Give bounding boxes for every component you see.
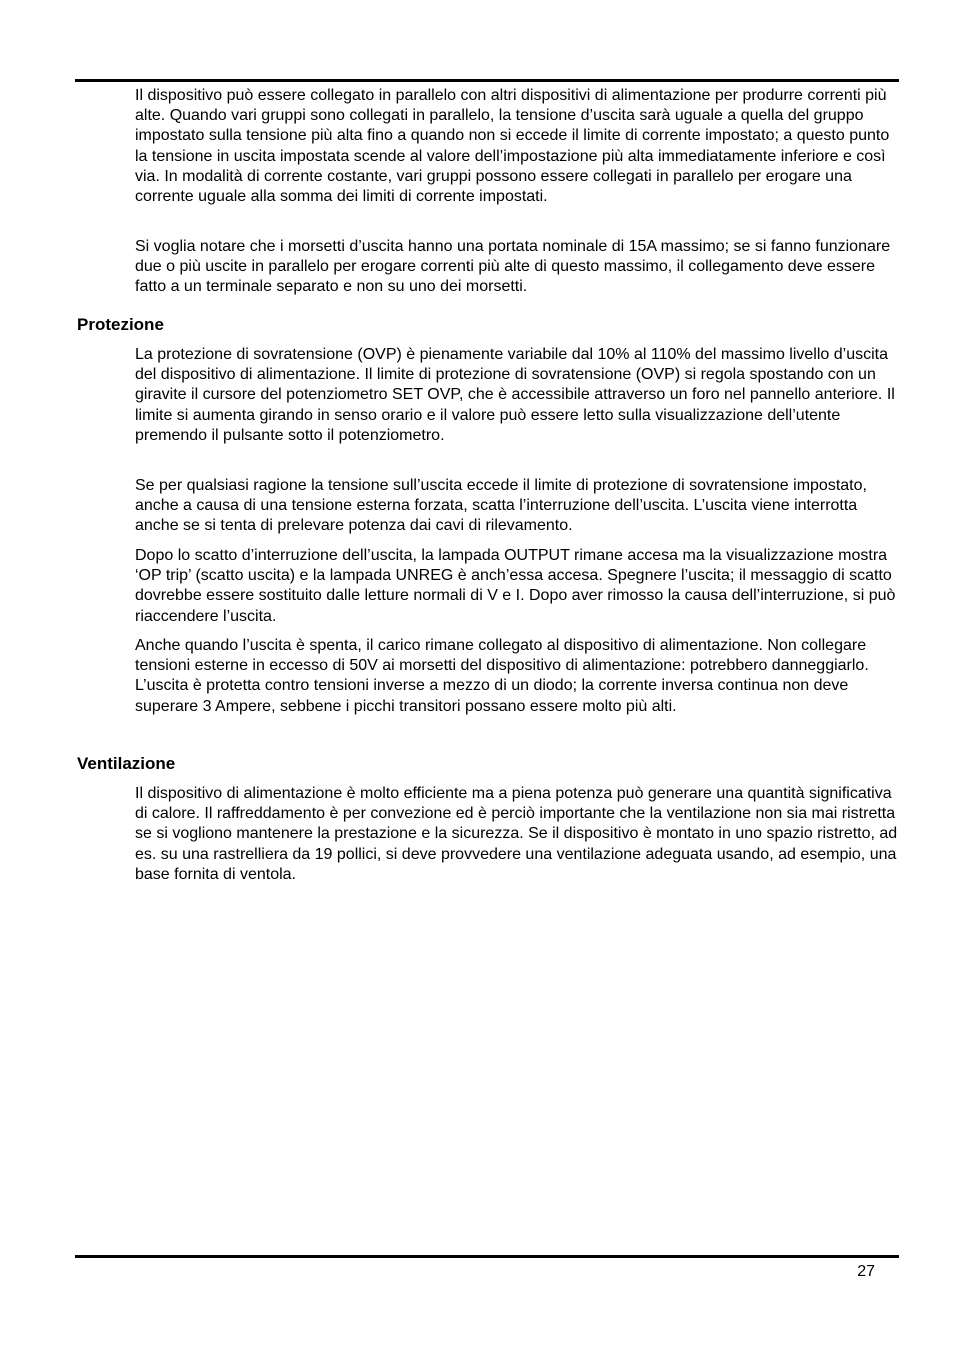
section-heading-ventilazione: Ventilazione (77, 754, 176, 773)
protezione-paragraph-1: La protezione di sovratensione (OVP) è pienamente variabile dal 10% al 110% del massimo livello d’uscita del dispositivo di alimentazione. Il limite di protezione di sovratensione (OVP) si regola spostando con un giravite il cursore del potenziometro SET OVP, che è accessibile attraverso un foro nel pannello anteriore. Il limite si aumenta girando in senso orario e il valore può essere letto sulla visualizzazione dell’utente premendo il pulsante sotto il potenziometro. (135, 346, 895, 444)
header-rule (75, 79, 899, 82)
ventilazione-paragraph-1: Il dispositivo di alimentazione è molto efficiente ma a piena potenza può generare una quantità significativa di calore. Il raffreddamento è per convezione ed è perciò importante che la ventilazione non sia mai ristretta se si vogliono mantenere la prestazione e la sicurezza. Se il dispositivo è montato in uno spazio ristretto, ad es. su una rastrelliera da 19 pollici, si deve provvedere una ventilazione adeguata usando, ad esempio, una base fornita di ventola. (135, 785, 898, 883)
protezione-paragraph-3: Dopo lo scatto d’interruzione dell’uscita, la lampada OUTPUT rimane accesa ma la visualizzazione mostra ‘OP trip’ (scatto uscita) e la lampada UNREG è anch’essa accesa. Spegnere l’uscita; il messaggio di scatto dovrebbe essere sostituito dalle letture normali di V e I. Dopo aver rimosso la causa dell’interruzione, si può riaccendere l’uscita. (135, 547, 896, 625)
intro-paragraph-2: Si voglia notare che i morsetti d’uscita hanno una portata nominale di 15A massimo; se si fanno funzionare due o più uscite in parallelo per erogare correnti più alte di questo massimo, il collegamento deve essere fatto a un terminale separato e non su uno dei morsetti. (135, 238, 891, 296)
intro-paragraph-1: Il dispositivo può essere collegato in parallelo con altri dispositivi di alimentazione per produrre correnti più alte. Quando vari gruppi sono collegati in parallelo, la tensione d’uscita sarà uguale a quella del gruppo impostato sulla tensione più alta fino a quando non si eccede il limite di corrente impostato; a questo punto la tensione in uscita impostata scende al valore dell’impostazione più alta immediatamente inferiore e così via. In modalità di corrente costante, vari gruppi possono essere collegati in parallelo per erogare una corrente uguale alla somma dei limiti di corrente impostati. (135, 87, 890, 206)
section-heading-protezione: Protezione (77, 315, 164, 334)
footer-rule (75, 1255, 899, 1258)
page-number: 27 (857, 1263, 875, 1280)
protezione-paragraph-4: Anche quando l’uscita è spenta, il carico rimane collegato al dispositivo di alimentazione. Non collegare tensioni esterne in eccesso di 50V ai morsetti del dispositivo di alimentazione: potrebbero danneggiarlo. L’uscita è protetta contro tensioni inverse a mezzo di un diodo; la corrente inversa continua non deve superare 3 Ampere, sebbene i picchi transitori possano essere molto più alti. (135, 637, 869, 715)
protezione-paragraph-2: Se per qualsiasi ragione la tensione sull’uscita eccede il limite di protezione di sovratensione impostato, anche a causa di una tensione esterna forzata, scatta l’interruzione dell’uscita. L’uscita viene interrotta anche se si tenta di prelevare potenza dai cavi di rilevamento. (135, 477, 867, 535)
